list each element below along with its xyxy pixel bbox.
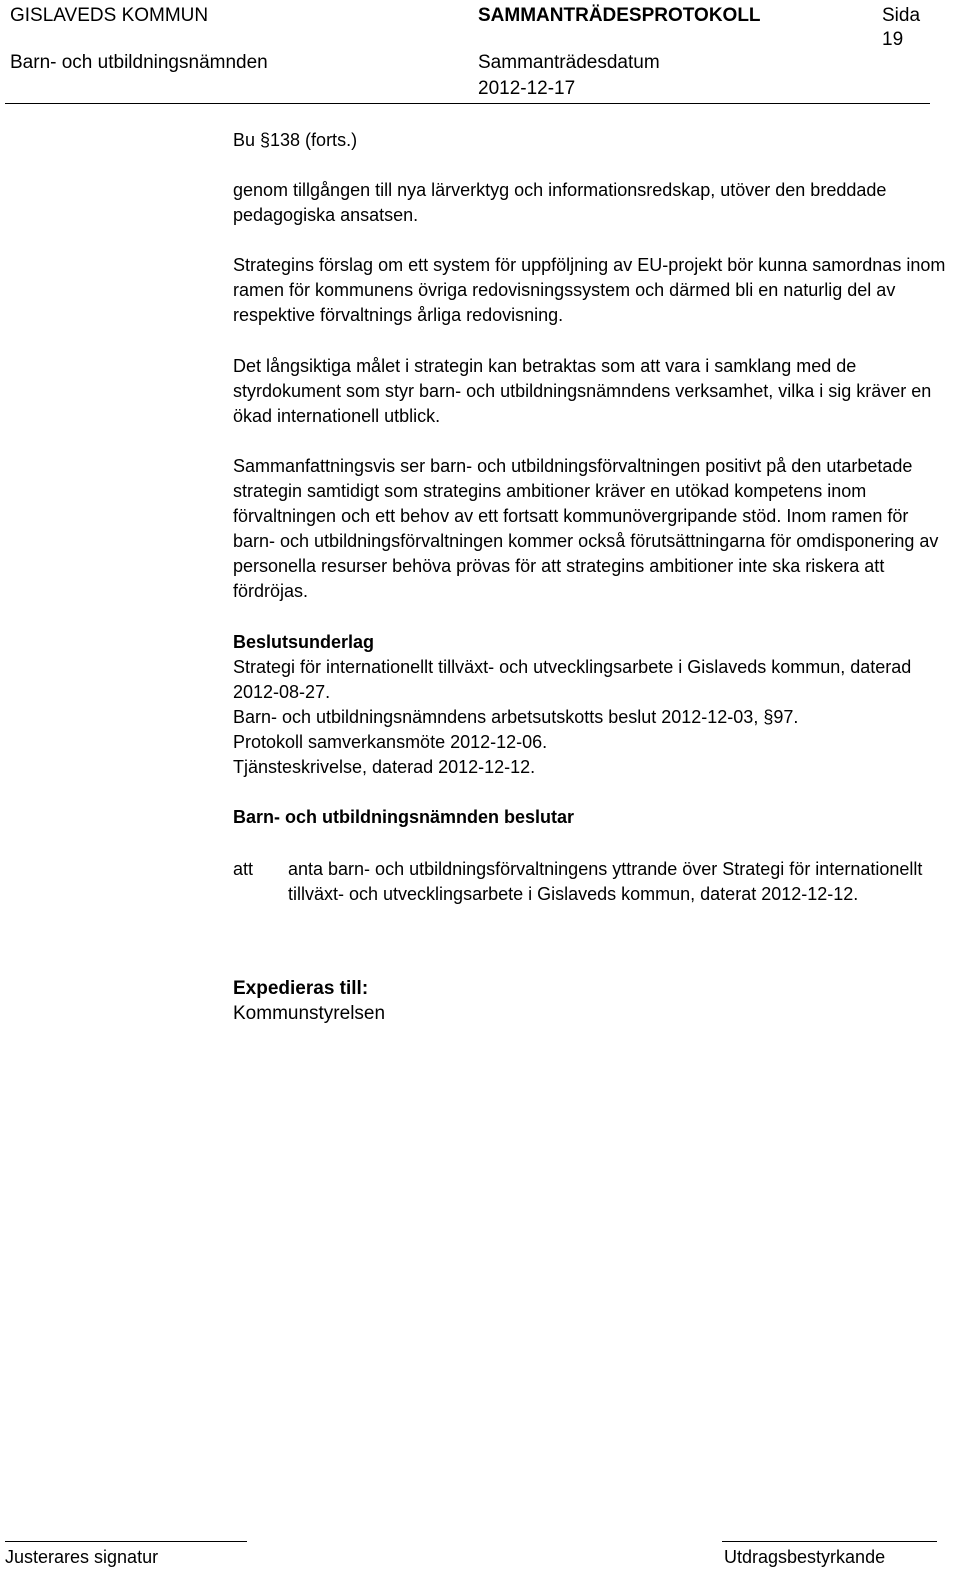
- paragraph-4: Sammanfattningsvis ser barn- och utbildningsförvaltningen positivt på den utarbetade strategin samtidigt som strategins ambitioner kräver en utökad kompetens inom förvaltningen och ett behov av ett fortsatt kommunövergripande stöd. Inom ramen för barn- och utbildningsförvaltningen kommer också förutsättningarna för omdisponering av personella resurser behöva prövas för att strategins ambitioner inte ska riskera att fördröjas.: [233, 456, 939, 601]
- dispatch-heading: Expedieras till:: [233, 978, 369, 999]
- header-rule: [5, 103, 930, 104]
- decision-key: att: [233, 859, 254, 879]
- decision-heading: Barn- och utbildningsnämnden beslutar: [233, 807, 575, 827]
- decision-text: anta barn- och utbildningsförvaltningens yttrande över Strategi för internationellt tillväxt- och utvecklingsarbete i Gislaveds kommun, daterat 2012-12-12.: [288, 859, 923, 904]
- meeting-date-label: Sammanträdesdatum: [478, 52, 660, 73]
- basis-item-4: Tjänsteskrivelse, daterad 2012-12-12.: [233, 757, 536, 777]
- page-label: Sida: [882, 5, 921, 26]
- signature-rule-right: [722, 1541, 937, 1542]
- document-type: SAMMANTRÄDESPROTOKOLL: [478, 5, 761, 26]
- basis-item-1: Strategi för internationellt tillväxt- och utvecklingsarbete i Gislaveds kommun, daterad 2012-08-27.: [233, 657, 912, 702]
- footer-extract-label: Utdragsbestyrkande: [724, 1547, 886, 1567]
- committee-name: Barn- och utbildningsnämnden: [10, 52, 268, 73]
- section-reference: Bu §138 (forts.): [233, 130, 358, 150]
- signature-rule-left: [5, 1541, 247, 1542]
- footer-signature-label: Justerares signatur: [5, 1547, 159, 1567]
- paragraph-1: genom tillgången till nya lärverktyg och informationsredskap, utöver den breddade pedagogiska ansatsen.: [233, 180, 887, 225]
- dispatch-recipient: Kommunstyrelsen: [233, 1003, 386, 1024]
- paragraph-2: Strategins förslag om ett system för uppföljning av EU-projekt bör kunna samordnas inom ramen för kommunens övriga redovisningssystem och därmed bli en naturlig del av respektive förvaltnings årliga redovisning.: [233, 255, 946, 325]
- meeting-date-value: 2012-12-17: [478, 78, 576, 99]
- basis-item-3: Protokoll samverkansmöte 2012-12-06.: [233, 732, 548, 752]
- basis-heading: Beslutsunderlag: [233, 632, 375, 652]
- paragraph-3: Det långsiktiga målet i strategin kan betraktas som att vara i samklang med de styrdokument som styr barn- och utbildningsnämndens verksamhet, vilka i sig kräver en ökad internationell utblick.: [233, 356, 932, 426]
- municipality-name: GISLAVEDS KOMMUN: [10, 5, 209, 26]
- page-number: 19: [882, 29, 904, 50]
- basis-item-2: Barn- och utbildningsnämndens arbetsutskotts beslut 2012-12-03, §97.: [233, 707, 799, 727]
